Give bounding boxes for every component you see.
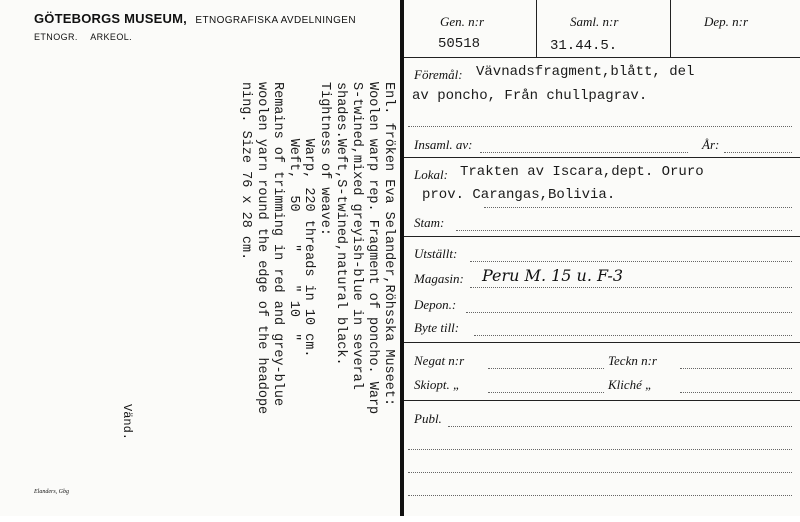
byte-dotted-line <box>474 334 792 336</box>
publ-dotted-line <box>408 448 792 450</box>
stam-label: Stam: <box>414 215 445 230</box>
foremal-extra-line <box>408 125 792 127</box>
row-divider <box>404 342 800 343</box>
description-line: Woolen warp rep. Fragment of poncho. Warp <box>365 82 381 415</box>
skiopt-dotted-line <box>488 391 604 393</box>
negat-dotted-line <box>488 367 604 369</box>
lokal-line-1: Trakten av Iscara,dept. Oruro <box>460 164 704 180</box>
foremal-line-2: av poncho, Från chullpagrav. <box>412 88 648 104</box>
teckn-dotted-line <box>680 367 792 369</box>
magasin-dotted-line <box>470 286 792 288</box>
lokal-dotted-line <box>484 206 792 208</box>
description-line: Remains of trimming in red and grey-blue <box>269 82 285 407</box>
kliche-dotted-line <box>680 391 792 393</box>
publ-dotted-line <box>408 494 792 496</box>
ar-label: År: <box>702 137 720 152</box>
negat-label: Negat n:r <box>414 353 465 368</box>
dep-number-label: Dep. n:r <box>704 14 749 29</box>
row-divider <box>404 57 800 58</box>
row-divider <box>404 400 800 401</box>
lokal-label: Lokal: <box>414 167 448 182</box>
utstallt-dotted-line <box>470 260 792 262</box>
lokal-line-2: prov. Carangas,Bolivia. <box>422 187 616 203</box>
category-arkeol: ARKEOL. <box>90 32 133 42</box>
depon-label: Depon.: <box>414 297 457 312</box>
department-name: ETNOGRAFISKA AVDELNINGEN <box>195 15 356 26</box>
publ-label: Publ. <box>414 411 442 426</box>
turn-over-note: Vänd. <box>120 404 134 441</box>
museum-header <box>34 10 356 42</box>
saml-number-value: 31.44.5. <box>550 38 618 54</box>
saml-number-label: Saml. n:r <box>570 14 619 29</box>
description-line: ning. Size 76 x 28 cm. <box>237 82 253 261</box>
skiopt-label: Skiopt. „ <box>414 377 461 392</box>
insaml-dotted-line <box>480 151 688 153</box>
description-line: Tightness of weave: <box>317 82 333 236</box>
row-divider <box>404 157 800 158</box>
teckn-label: Teckn n:r <box>608 353 657 368</box>
publ-dotted-line <box>408 471 792 473</box>
magasin-value: Peru M. 15 u. F-3 <box>482 266 623 285</box>
category-etnogr: ETNOGR. <box>34 32 78 42</box>
ar-dotted-line <box>724 151 792 153</box>
foremal-line-1: Vävnadsfragment,blått, del <box>476 64 695 80</box>
description-line: S-twined,mixed greyish-blue in several <box>349 82 365 390</box>
insaml-label: Insaml. av: <box>414 137 473 152</box>
description-line: woolen yarn round the edge of the headope <box>253 82 269 415</box>
description-line: shades.Weft,S-twined,natural black. <box>333 82 349 366</box>
publ-dotted-line <box>448 425 792 427</box>
gen-number-value: 50518 <box>438 36 481 52</box>
depon-dotted-line <box>466 311 792 313</box>
magasin-label: Magasin: <box>414 271 464 286</box>
printer-mark: Elanders, Gbg <box>34 489 69 495</box>
utstallt-label: Utställt: <box>414 246 458 261</box>
gen-number-label: Gen. n:r <box>440 14 485 29</box>
description-line: Enl. fröken Eva Selander,Röhsska Museet: <box>381 82 396 407</box>
foremal-label: Föremål: <box>414 67 463 82</box>
description-line: Warp, 220 threads in 10 cm. <box>301 82 317 358</box>
row-divider <box>404 236 800 237</box>
record-form <box>404 0 800 516</box>
column-divider <box>670 0 671 57</box>
kliche-label: Kliché „ <box>608 377 653 392</box>
museum-name: GÖTEBORGS MUSEUM, <box>34 11 187 26</box>
rotated-description <box>221 82 396 522</box>
column-divider <box>536 0 537 57</box>
stam-dotted-line <box>456 229 792 231</box>
byte-label: Byte till: <box>414 320 460 335</box>
description-line: Weft, 50 " " 10 " <box>285 82 301 342</box>
